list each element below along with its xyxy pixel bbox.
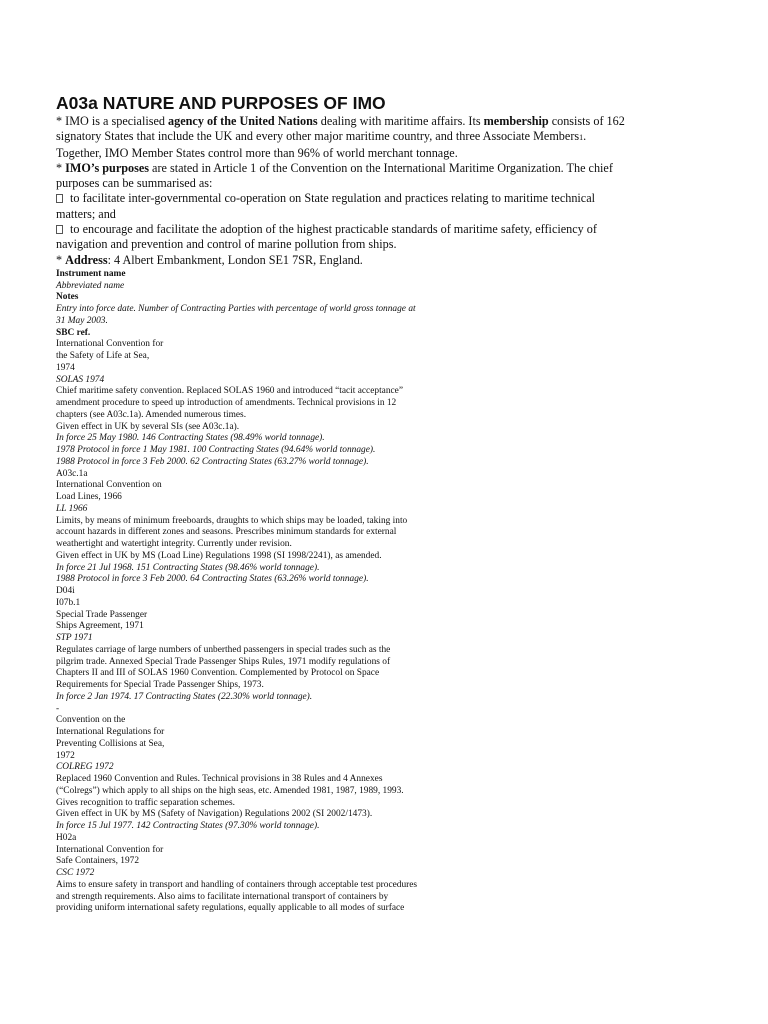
table-line: 1978 Protocol in force 1 May 1981. 100 Contracting States (94.64% world tonnage). [56,445,376,456]
table-line: H02a [56,832,77,843]
purposes-label: IMO’s purposes [65,160,149,175]
document-page [56,92,656,915]
table-line: In force 15 Jul 1977. 142 Contracting States (97.30% world tonnage). [56,821,320,832]
table-line: In force 2 Jan 1974. 17 Contracting States (22.30% world tonnage). [56,691,313,702]
intro-text: * [56,252,66,267]
table-line: Ships Agreement, 1971 [56,621,144,632]
bullet-1-line-1 [56,191,656,206]
instrument-lines [56,339,656,915]
table-line: I07b.1 [56,597,81,608]
table-line: the Safety of Life at Sea, [56,351,150,362]
table-line: Aims to ensure safety in transport and handling of containers through acceptable test procedures [56,879,418,890]
bullet-text: to encourage and facilitate the adoption of the highest practicable standards of maritime safety, efficiency of [67,222,597,237]
table-line: D04i [56,586,75,597]
address-value: : 4 Albert Embankment, London SE1 7SR, England. [107,252,363,267]
table-line: Convention on the [56,715,126,726]
table-line: pilgrim trade. Annexed Special Trade Passenger Ships Rules, 1971 modify regulations of [56,656,391,667]
intro-text: signatory States that include the UK and every other major maritime country, and three Associate Members [56,129,580,144]
intro-text: * IMO is a specialised [56,114,169,128]
table-line: chapters (see A03c.1a). Amended numerous times. [56,409,247,420]
header-entry-note: Entry into force date. Number of Contracting Parties with percentage of world gross tonnage at [56,304,416,315]
table-line: Special Trade Passenger [56,609,148,620]
instrument-table [56,269,656,915]
membership-line-3: Together, IMO Member States control more than 96% of world merchant tonnage. [56,145,458,160]
address-line [56,253,656,268]
bullet-text: to facilitate inter-governmental co-operation on State regulation and practices relating to maritime technical [67,191,596,206]
bullet-2-line-1 [56,222,656,237]
intro-section [56,114,656,268]
table-line: In force 25 May 1980. 146 Contracting States (98.49% world tonnage). [56,433,325,444]
header-abbreviated-name: Abbreviated name [56,280,125,291]
footnote-ref: 1 [579,133,584,143]
table-line: International Convention for [56,339,164,350]
intro-text: are stated in Article 1 of the Convention on the International Maritime Organization. The chief [149,160,613,175]
table-line: (“Colregs”) which apply to all ships on the high seas, etc. Amended 1981, 1987, 1989, 1993. [56,785,404,796]
table-line: Regulates carriage of large numbers of unberthed passengers in special trades such as the [56,644,391,655]
header-sbc-ref: SBC ref. [56,327,91,338]
table-line: Chief maritime safety convention. Replaced SOLAS 1960 and introduced “tacit acceptance” [56,386,404,397]
bullet-2-line-2: navigation and prevention and control of marine pollution from ships. [56,237,397,252]
table-line: 1988 Protocol in force 3 Feb 2000. 64 Contracting States (63.26% world tonnage). [56,574,369,585]
table-line: providing uniform international safety regulations, equally applicable to all modes of surface [56,903,405,914]
purposes-line-2: purposes can be summarised as: [56,176,213,191]
header-entry-note: 31 May 2003. [56,315,108,326]
table-line: Given effect in UK by several SIs (see A03c.1a). [56,421,240,432]
table-line: CSC 1972 [56,868,95,879]
bullet-box-icon [56,194,63,203]
bullet-1-line-2: matters; and [56,206,116,221]
table-line: Limits, by means of minimum freeboards, draughts to which ships may be loaded, taking into [56,515,408,526]
header-instrument-name: Instrument name [56,268,126,279]
table-line: Requirements for Special Trade Passenger Ships, 1973. [56,680,264,691]
membership-text: membership [483,114,549,128]
table-line: Replaced 1960 Convention and Rules. Technical provisions in 38 Rules and 4 Annexes [56,774,383,785]
table-line: and strength requirements. Also aims to facilitate international transport of containers by [56,891,389,902]
table-line: account hazards in different zones and seasons. Prescribes minimum standards for external [56,527,397,538]
table-line: 1988 Protocol in force 3 Feb 2000. 62 Contracting States (63.27% world tonnage). [56,456,369,467]
table-line: weathertight and watertight integrity. Currently under revision. [56,539,292,550]
table-line: International Convention on [56,480,162,491]
table-line: - [56,703,60,714]
table-line: Gives recognition to traffic separation schemes. [56,797,235,808]
membership-line-2 [56,129,656,145]
bullet-box-icon [56,225,63,234]
un-agency-text: agency of the United Nations [168,114,318,128]
table-line: 1974 [56,362,75,373]
address-label: Address [65,252,108,267]
table-line: Given effect in UK by MS (Safety of Navigation) Regulations 2002 (SI 2002/1473). [56,809,373,820]
table-line: Safe Containers, 1972 [56,856,140,867]
membership-line-1 [56,114,656,129]
table-line: Given effect in UK by MS (Load Line) Regulations 1998 (SI 1998/2241), as amended. [56,550,382,561]
table-line: SOLAS 1974 [56,374,105,385]
purposes-line-1 [56,161,656,176]
intro-text: . [583,129,587,144]
table-line: amendment procedure to speed up introduction of amendments. Technical provisions in 12 [56,398,397,409]
header-notes: Notes [56,292,79,303]
intro-text: * [56,160,66,175]
table-line: In force 21 Jul 1968. 151 Contracting States (98.46% world tonnage). [56,562,320,573]
table-line: LL 1966 [56,503,88,514]
table-line: Chapters II and III of SOLAS 1960 Convention. Complemented by Protocol on Space [56,668,380,679]
table-line: A03c.1a [56,468,88,479]
table-line: COLREG 1972 [56,762,114,773]
page-title: A03a NATURE AND PURPOSES OF IMO [56,93,386,113]
table-line: 1972 [56,750,75,761]
table-line: International Convention for [56,844,164,855]
table-line: Preventing Collisions at Sea, [56,738,165,749]
intro-text: dealing with maritime affairs. Its [317,114,484,128]
table-line: STP 1971 [56,633,93,644]
table-line: Load Lines, 1966 [56,492,122,503]
intro-text: consists of 162 [548,114,625,128]
table-line: International Regulations for [56,727,165,738]
